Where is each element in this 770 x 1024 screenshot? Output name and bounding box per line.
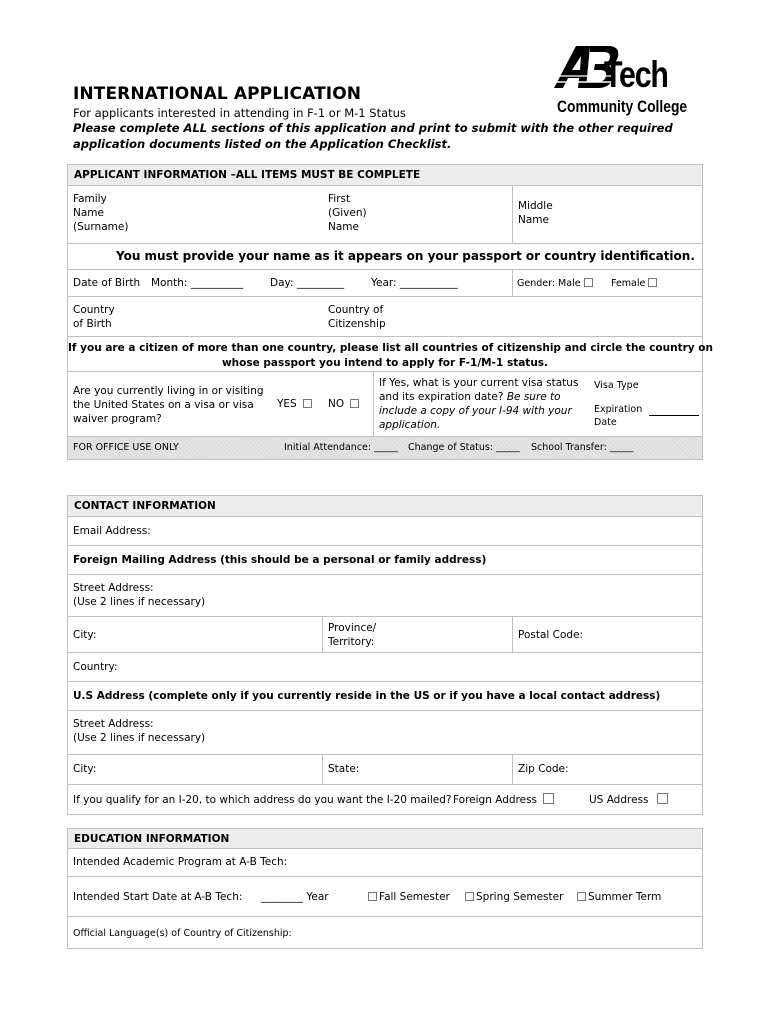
education-section-heading: EDUCATION INFORMATION [68, 829, 702, 849]
multi-citizen-note: If you are a citizen of more than one country, please list all countries of citizenship and circle the country on whose passport you intend to apply for F-1/M-1 status. [68, 342, 713, 369]
passport-note-row [68, 244, 702, 270]
dob-row [68, 270, 702, 297]
dob-year-field[interactable]: Year: ___________ [371, 277, 458, 289]
gender-male-option[interactable]: Gender: Male [517, 277, 593, 291]
country-of-birth-label: Country of Birth [73, 304, 115, 330]
applicant-information-section [67, 164, 713, 460]
visa-no-option[interactable]: NO [328, 397, 359, 411]
foreign-country-row[interactable] [68, 653, 702, 682]
foreign-city-label: City: [73, 629, 97, 641]
province-label: Province/ Territory: [328, 622, 377, 648]
gender-female-option[interactable]: Female [611, 277, 657, 291]
visa-type-label: Visa Type [594, 380, 639, 391]
family-name-label: Family Name (Surname) [73, 193, 129, 233]
foreign-address-heading: Foreign Mailing Address (this should be a personal or family address) [73, 554, 487, 566]
country-of-citizenship-label: Country of Citizenship [328, 304, 386, 330]
gender-male-checkbox[interactable] [584, 278, 593, 287]
contact-information-section [67, 495, 703, 815]
education-information-section [67, 828, 703, 949]
dob-month-field[interactable]: Month: __________ [151, 277, 244, 289]
middle-name-label: Middle Name [518, 200, 553, 226]
fall-semester-option[interactable]: Fall Semester [368, 890, 450, 904]
visa-status-question: If Yes, what is your current visa status and its expiration date? Be sure to include a copy of your I-94 with your application. [379, 377, 579, 431]
us-city-row [68, 755, 702, 785]
program-row[interactable] [68, 849, 702, 877]
us-street-label: Street Address: (Use 2 lines if necessary) [73, 718, 206, 744]
visa-yes-option[interactable]: YES [277, 397, 312, 411]
page-title: INTERNATIONAL APPLICATION [73, 84, 362, 104]
start-year-field[interactable]: ________ Year [261, 891, 329, 903]
foreign-address-heading-row [68, 546, 702, 575]
summer-term-option[interactable]: Summer Term [577, 890, 661, 904]
i20-foreign-address-checkbox[interactable] [543, 793, 554, 804]
i20-us-address-checkbox[interactable] [657, 793, 668, 804]
summer-term-checkbox[interactable] [577, 892, 586, 901]
foreign-city-row [68, 617, 702, 653]
visa-yes-checkbox[interactable] [303, 399, 312, 408]
us-address-heading: U.S Address (complete only if you currently reside in the US or if you have a local contact address) [73, 690, 661, 702]
email-row[interactable] [68, 517, 702, 546]
first-name-label: First (Given) Name [328, 193, 367, 233]
fall-semester-checkbox[interactable] [368, 892, 377, 901]
foreign-street-label: Street Address: (Use 2 lines if necessary) [73, 582, 206, 608]
start-date-row [68, 877, 702, 917]
us-street-row[interactable] [68, 711, 702, 755]
visa-question: Are you currently living in or visiting the United States on a visa or visa waiver program? [73, 385, 264, 425]
spring-semester-option[interactable]: Spring Semester [465, 890, 563, 904]
dob-day-field[interactable]: Day: _________ [270, 277, 345, 289]
dob-label: Date of Birth [73, 277, 141, 289]
language-label: Official Language(s) of Country of Citizenship: [73, 928, 292, 939]
gender-female-checkbox[interactable] [648, 278, 657, 287]
initial-attendance: Initial Attendance: _____ [284, 442, 398, 453]
program-label: Intended Academic Program at A-B Tech: [73, 856, 288, 868]
page-subtitle: For applicants interested in attending in F-1 or M-1 Status [73, 106, 406, 120]
i20-foreign-address-option[interactable]: Foreign Address [453, 793, 554, 807]
passport-note: You must provide your name as it appears on your passport or country identification. [116, 249, 695, 263]
logo-college-text: Community College [557, 98, 688, 116]
change-of-status: Change of Status: _____ [408, 442, 520, 453]
expiration-date-label: Expiration Date [594, 404, 643, 428]
email-label: Email Address: [73, 525, 151, 537]
visa-row [68, 372, 702, 437]
us-city-label: City: [73, 763, 97, 775]
us-address-heading-row [68, 682, 702, 711]
spring-semester-checkbox[interactable] [465, 892, 474, 901]
office-use-label: FOR OFFICE USE ONLY [73, 442, 179, 453]
office-use-row [68, 437, 702, 459]
contact-section-heading: CONTACT INFORMATION [68, 496, 702, 517]
applicant-section-heading: APPLICANT INFORMATION –ALL ITEMS MUST BE COMPLETE [68, 165, 702, 186]
us-state-label: State: [328, 763, 360, 775]
i20-row [68, 785, 702, 814]
foreign-street-row[interactable] [68, 575, 702, 617]
us-zip-label: Zip Code: [518, 763, 569, 775]
language-row[interactable] [68, 917, 702, 948]
country-row [68, 297, 702, 337]
i20-question: If you qualify for an I-20, to which address do you want the I-20 mailed? [73, 794, 452, 806]
i20-us-address-option[interactable]: US Address [589, 793, 668, 807]
logo-tech-text: Tech [604, 54, 668, 95]
visa-no-checkbox[interactable] [350, 399, 359, 408]
start-date-label: Intended Start Date at A-B Tech: [73, 891, 243, 903]
multi-citizen-row [68, 337, 713, 372]
school-transfer: School Transfer: _____ [531, 442, 634, 453]
name-row [68, 186, 702, 244]
instructions: Please complete ALL sections of this application and print to submit with the other required application documents listed on the Application Checklist. [73, 121, 673, 151]
foreign-country-label: Country: [73, 661, 118, 673]
postal-code-label: Postal Code: [518, 629, 584, 641]
